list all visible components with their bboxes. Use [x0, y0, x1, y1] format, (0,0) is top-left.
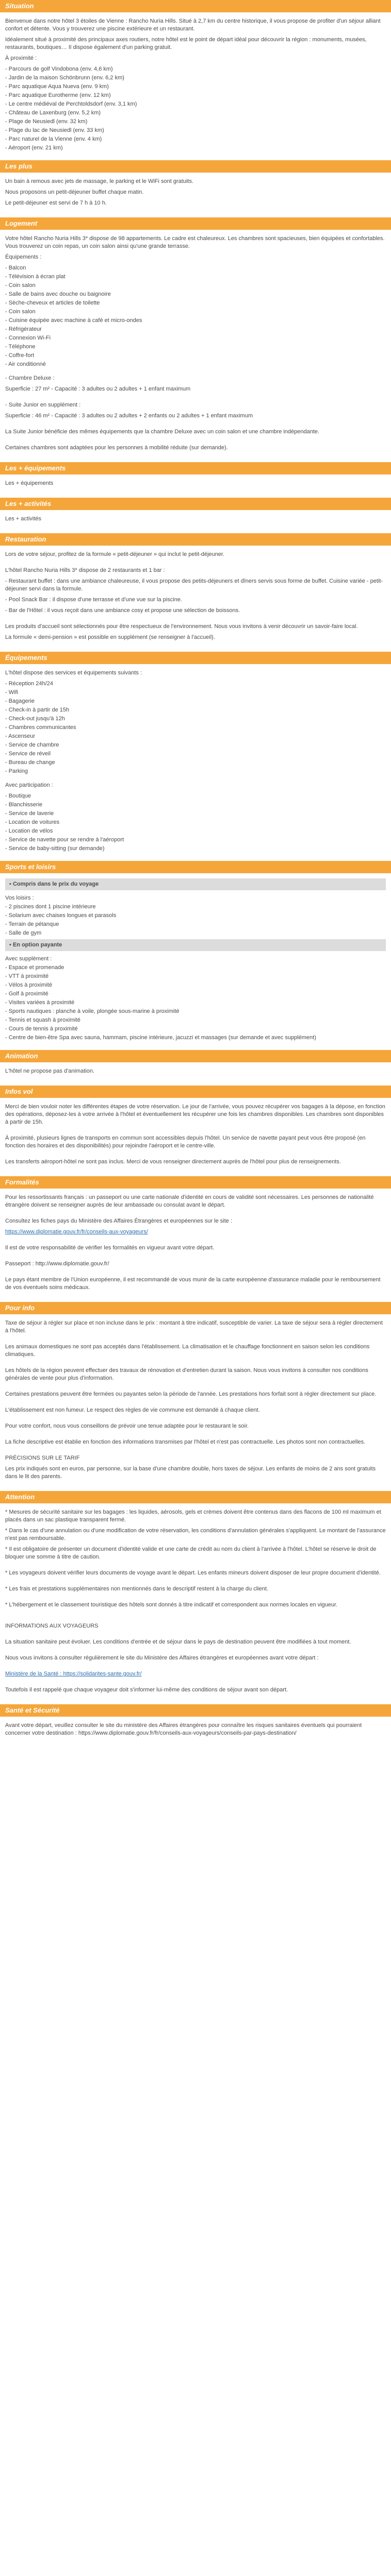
list-item: - Cours de tennis à proximité: [5, 1026, 78, 1032]
restauration-text: - Bar de l'Hôtel : il vous reçoit dans une ambiance cosy et propose une sélection de boissons.: [5, 607, 240, 614]
list-item: - Parc aquatique Aqua Nueva (env. 9 km): [5, 83, 109, 90]
sports-optional-box: [5, 939, 386, 951]
section-header-equipements-list: Équipements: [0, 652, 391, 664]
pourinfo-subtitle: PRÉCISIONS SUR LE TARIF: [5, 1455, 80, 1461]
list-item: - Tennis et squash à proximité: [5, 1017, 80, 1023]
list-item: - Golf à proximité: [5, 991, 48, 997]
attention-text: * Il est obligatoire de présenter un document d'identité valide et une carte de crédit au nom du client à l'arrivée à l'hôtel. L'hôtel se réserve le droit de bloquer une somme à titre de caution.: [5, 1546, 377, 1560]
sports-included-box: [5, 878, 386, 890]
sports-optional-list: [5, 955, 386, 1042]
list-item: - Service de réveil: [5, 751, 51, 757]
list-item: - Espace et promenade: [5, 964, 64, 971]
logement-intro: Votre hôtel Rancho Nuria Hills 3* dispose de 98 appartements. Le cadre est chaleureux. Les chambres sont spacieuses, bien équipées et confortables. Vous trouverez un coin repas, un coin salon ainsi qu'une grande terrasse.: [5, 235, 385, 249]
section-header-sports: Sports et loisirs: [0, 861, 391, 873]
equipements-paid-list: [5, 792, 386, 853]
attention-text: Toutefois il est rappelé que chaque voyageur doit s'informer lui-même des conditions de séjour avant son départ.: [5, 1687, 288, 1693]
list-item: Vos loisirs :: [5, 895, 34, 901]
list-item: - Blanchisserie: [5, 802, 43, 808]
situation-nearby-list: [5, 65, 386, 152]
section-logement: [0, 235, 391, 462]
list-item: - Wifi: [5, 689, 19, 696]
equipements-paid-label: Avec participation :: [5, 782, 53, 788]
infos-text: Merci de bien vouloir noter les différentes étapes de votre réservation. Le jour de l'arrivée, vous pouvez récupérer vos bagages à la dépose, en fonction des opérations, déposez-les à votre arrivée à l'hôtel et éventuellement les récupérer une fois les chambres disponibles. Les chambres sont disponibles à partir de 15h.: [5, 1104, 385, 1125]
sports-included-title: ▪ Compris dans le prix du voyage: [9, 881, 99, 887]
list-item: - Check-in à partir de 15h: [5, 707, 70, 713]
list-item: - Bagagerie: [5, 698, 35, 704]
logement-text: Certaines chambres sont adaptées pour les personnes à mobilité réduite (sur demande).: [5, 445, 228, 451]
section-attention: [0, 1509, 391, 1704]
list-item: - Balcon: [5, 265, 26, 271]
list-item: - Chambres communicantes: [5, 724, 76, 731]
section-header-equipements: Les + équipements: [0, 462, 391, 474]
list-item: - Sèche-cheveux et articles de toilette: [5, 300, 100, 306]
section-header-activites: Les + activités: [0, 498, 391, 510]
section-situation: [0, 18, 391, 160]
list-item: - Coin salon: [5, 309, 36, 315]
section-header-infos-vol: Infos vol: [0, 1086, 391, 1098]
list-item: - Check-out jusqu'à 12h: [5, 716, 65, 722]
restauration-text: Les produits d'accueil sont sélectionnés pour être respectueux de l'environnement. Nous vous invitons à venir découvrir un savoir-faire local.: [5, 623, 358, 630]
pourinfo-text: Les animaux domestiques ne sont pas acceptés dans l'établissement. La climatisation et le chauffage fonctionnent en saison selon les conditions climatiques.: [5, 1344, 370, 1358]
restauration-text: La formule « demi-pension » est possible en supplément (se renseigner à l'accueil).: [5, 634, 215, 640]
section-plus: [0, 178, 391, 217]
list-item: - Château de Laxenburg (env. 5,2 km): [5, 110, 101, 116]
situation-location: Idéalement situé à proximité des principaux axes routiers, notre hôtel est le point de départ idéal pour découvrir la région : monuments, musées, restaurants, boutiques… Il dispose également d'un parking gratuit.: [5, 37, 367, 50]
infos-text: Les transferts aéroport-hôtel ne sont pas inclus. Merci de vous renseigner directement auprès de l'hôtel pour plus de renseignements.: [5, 1159, 341, 1165]
section-header-plus: Les plus: [0, 160, 391, 173]
activites-text: Les + activités: [5, 516, 42, 522]
list-item: - Télévision à écran plat: [5, 274, 66, 280]
section-equipements-list: [0, 669, 391, 861]
list-item: - Plage du lac de Neusiedl (env. 33 km): [5, 127, 104, 133]
situation-intro: Bienvenue dans notre hôtel 3 étoiles de Vienne : Rancho Nuria Hills. Situé à 2,7 km du centre historique, il vous propose de profiter d'un séjour alliant confort et détente. Vous y trouverez une piscine extérieure et un restaurant.: [5, 18, 381, 32]
attention-text: * Dans le cas d'une annulation ou d'une modification de votre réservation, les conditions d'annulation générales s'appliquent. Le montant de l'assurance n'est pas remboursable.: [5, 1528, 386, 1541]
list-item: - Vélos à proximité: [5, 982, 53, 988]
plus-text: Nous proposons un petit-déjeuner buffet chaque matin.: [5, 189, 144, 195]
list-item: - Réception 24h/24: [5, 681, 53, 687]
list-item: - Sports nautiques : planche à voile, plongée sous-marine à proximité: [5, 1008, 180, 1014]
situation-nearby-label: À proximité :: [5, 55, 37, 61]
formalites-text: Passeport : http://www.diplomatie.gouv.fr/: [5, 1261, 109, 1267]
list-item: - Location de voitures: [5, 819, 60, 825]
list-item: - Solarium avec chaises longues et parasols: [5, 912, 117, 919]
sports-included-list: [5, 894, 386, 937]
list-item: Avec supplément :: [5, 956, 52, 962]
list-item: - Réfrigérateur: [5, 326, 42, 332]
list-item: - Boutique: [5, 793, 31, 799]
section-header-situation: Situation: [0, 0, 391, 12]
list-item: - Bureau de change: [5, 759, 55, 766]
plus-text: Le petit-déjeuner est servi de 7 h à 10 h.: [5, 200, 107, 206]
list-item: - Service de navette pour se rendre à l'aéroport: [5, 837, 124, 843]
section-header-attention: Attention: [0, 1491, 391, 1503]
pourinfo-text: La fiche descriptive est établie en fonction des informations transmises par l'hôtel et n'est pas contractuelle. Les photos sont non contractuelles.: [5, 1439, 366, 1445]
sports-optional-title: ▪ En option payante: [9, 942, 62, 948]
list-item: - Coffre-fort: [5, 352, 35, 359]
list-item: - Cuisine équipée avec machine à café et micro-ondes: [5, 317, 142, 324]
attention-text: * Les frais et prestations supplémentaires non mentionnés dans le descriptif restent à la charge du client.: [5, 1586, 268, 1592]
section-animation: [0, 1067, 391, 1086]
formalites-link[interactable]: https://www.diplomatie.gouv.fr/fr/conseils-aux-voyageurs/: [5, 1229, 148, 1235]
section-restauration: [0, 551, 391, 652]
list-item: - Salle de gym: [5, 930, 42, 936]
animation-text: L'hôtel ne propose pas d'animation.: [5, 1068, 94, 1074]
section-infos-vol: [0, 1103, 391, 1176]
attention-text: * Les voyageurs doivent vérifier leurs documents de voyage avant le départ. Les enfants mineurs doivent disposer de leur propre document d'identité.: [5, 1570, 381, 1576]
section-header-animation: Animation: [0, 1050, 391, 1062]
attention-subtitle: INFORMATIONS AUX VOYAGEURS: [5, 1623, 99, 1629]
sante-text: Avant votre départ, veuillez consulter le site du ministère des Affaires étrangères pour connaître les risques sanitaires éventuels qui pourraient concerner votre destination : https://www.diplomatie.gouv.fr/fr/conseils-aux-voyageurs/conseils-par-pays-destination/: [5, 1722, 362, 1736]
list-item: - Air conditionné: [5, 361, 46, 367]
list-item: - Visites variées à proximité: [5, 999, 75, 1006]
logement-type-desc: Superficie : 27 m² - Capacité : 3 adultes ou 2 adultes + 1 enfant maximum: [5, 386, 191, 392]
section-sports: [0, 878, 391, 1050]
section-pour-info: [0, 1319, 391, 1491]
list-item: - Aéroport (env. 21 km): [5, 145, 63, 151]
list-item: - Plage de Neusiedl (env. 32 km): [5, 118, 88, 125]
formalites-text: Il est de votre responsabilité de vérifier les formalités en vigueur avant votre départ.: [5, 1245, 215, 1251]
list-item: - Jardin de la maison Schönbrunn (env. 6,2 km): [5, 75, 124, 81]
logement-type-title: - Suite Junior en supplément :: [5, 402, 81, 408]
pourinfo-text: L'établissement est non fumeur. Le respect des règles de vie commune est demandé à chaque client.: [5, 1407, 260, 1413]
plus-text: Un bain à remous avec jets de massage, le parking et le WiFi sont gratuits.: [5, 178, 194, 184]
attention-text: La situation sanitaire peut évoluer. Les conditions d'entrée et de séjour dans le pays de destination peuvent être modifiées à tout moment.: [5, 1639, 351, 1645]
restauration-text: Lors de votre séjour, profitez de la formule « petit-déjeuner » qui inclut le petit-déjeuner.: [5, 551, 224, 557]
list-item: - Téléphone: [5, 344, 36, 350]
pourinfo-text: Certaines prestations peuvent être fermées ou payantes selon la période de l'année. Les prestations hors forfait sont à régler directement sur place.: [5, 1391, 377, 1397]
section-sante: [0, 1722, 391, 1748]
list-item: - Coin salon: [5, 282, 36, 289]
list-item: - Parking: [5, 768, 28, 774]
section-header-restauration: Restauration: [0, 533, 391, 546]
section-equipements: [0, 480, 391, 498]
section-header-logement: Logement: [0, 217, 391, 230]
list-item: - 2 piscines dont 1 piscine intérieure: [5, 904, 96, 910]
attention-text: * Mesures de sécurité sanitaire sur les bagages : les liquides, aérosols, gels et crèmes doivent être contenus dans des flacons de 100 ml maximum et placés dans un sac plastique transparent fermé.: [5, 1509, 381, 1523]
restauration-text: L'hôtel Rancho Nuria Hills 3* dispose de 2 restaurants et 1 bar :: [5, 567, 165, 573]
list-item: - Service de baby-sitting (sur demande): [5, 845, 105, 852]
pourinfo-text: Pour votre confort, nous vous conseillons de prévoir une tenue adaptée pour le restaurant le soir.: [5, 1423, 249, 1429]
logement-text: La Suite Junior bénéficie des mêmes équipements que la chambre Deluxe avec un coin salon et une chambre indépendante.: [5, 429, 320, 435]
logement-equip-label: Équipements :: [5, 254, 42, 260]
restauration-text: - Pool Snack Bar : il dispose d'une terrasse et d'une vue sur la piscine.: [5, 597, 182, 603]
formalites-text: Consultez les fiches pays du Ministère des Affaires Étrangères et européennes sur le site :: [5, 1218, 233, 1224]
attention-text: Nous vous invitons à consulter régulièrement le site du Ministère des Affaires étrangères et européennes avant votre départ :: [5, 1655, 319, 1661]
list-item: - Salle de bains avec douche ou baignoire: [5, 291, 111, 297]
formalites-text: Pour les ressortissants français : un passeport ou une carte nationale d'identité en cours de validité sont nécessaires. Les personnes de nationalité étrangère doivent se renseigner auprès de leur ambassade ou consulat avant le départ.: [5, 1194, 374, 1208]
pourinfo-text: Les prix indiqués sont en euros, par personne, sur la base d'une chambre double, hors taxes de séjour. Les enfants de moins de 2 ans sont gratuits dans le lit des parents.: [5, 1466, 376, 1480]
pourinfo-text: Les hôtels de la région peuvent effectuer des travaux de rénovation et d'entretien durant la saison. Nous vous invitons à consulter nos conditions générales de vente pour plus d'information.: [5, 1367, 368, 1381]
list-item: - Service de laverie: [5, 810, 54, 817]
list-item: - Centre de bien-être Spa avec sauna, hammam, piscine intérieure, jacuzzi et massages (sur demande et avec supplément): [5, 1035, 316, 1041]
list-item: - Le centre médiéval de Perchtoldsdorf (env. 3,1 km): [5, 101, 137, 107]
section-header-sante: Santé et Sécurité: [0, 1704, 391, 1717]
attention-link[interactable]: Ministère de la Santé : https://solidarites-sante.gouv.fr/: [5, 1671, 142, 1677]
section-formalites: [0, 1194, 391, 1302]
list-item: - VTT à proximité: [5, 973, 49, 979]
list-item: - Location de vélos: [5, 828, 53, 834]
attention-text: * L'hébergement et le classement touristique des hôtels sont donnés à titre indicatif et correspondent aux normes locales en vigueur.: [5, 1602, 338, 1608]
equipements-list: [5, 680, 386, 775]
list-item: - Parcours de golf Vindobona (env. 4,6 km): [5, 66, 113, 72]
list-item: - Parc aquatique Eurotherme (env. 12 km): [5, 92, 111, 98]
restauration-text: - Restaurant buffet : dans une ambiance chaleureuse, il vous propose des petits-déjeuners et dîners servis sous forme de buffet. Cuisine variée - petit-déjeuner servi dans la formule.: [5, 578, 383, 592]
list-item: - Service de chambre: [5, 742, 59, 748]
logement-type-title: - Chambre Deluxe :: [5, 375, 55, 381]
section-header-formalites: Formalités: [0, 1176, 391, 1189]
pourinfo-text: Taxe de séjour à régler sur place et non incluse dans le prix : montant à titre indicatif, susceptible de varier. La taxe de séjour sera à régler directement à l'hôtel.: [5, 1320, 383, 1334]
list-item: - Parc naturel de la Vienne (env. 4 km): [5, 136, 102, 142]
infos-text: À proximité, plusieurs lignes de transports en commun sont accessibles depuis l'hôtel. Un service de navette payant peut vous être proposé (en fonction des horaires et des disponibilités) pour rejoindre l'aéroport et le centre-ville.: [5, 1135, 366, 1149]
list-item: - Connexion Wi-Fi: [5, 335, 51, 341]
formalites-text: Le pays étant membre de l'Union européenne, il est recommandé de vous munir de la carte européenne d'assurance maladie pour le remboursement de vos éventuels soins médicaux.: [5, 1277, 381, 1291]
logement-equip-list: [5, 264, 386, 368]
equipements-intro: L'hôtel dispose des services et équipements suivants :: [5, 670, 142, 676]
section-header-pour-info: Pour info: [0, 1302, 391, 1314]
list-item: - Terrain de pétanque: [5, 921, 59, 927]
section-activites: [0, 515, 391, 533]
list-item: - Ascenseur: [5, 733, 36, 739]
equipements-text: Les + équipements: [5, 480, 54, 486]
logement-type-desc: Superficie : 46 m² - Capacité : 3 adultes ou 2 adultes + 2 enfants ou 2 adultes + 1 enfant maximum: [5, 413, 253, 419]
